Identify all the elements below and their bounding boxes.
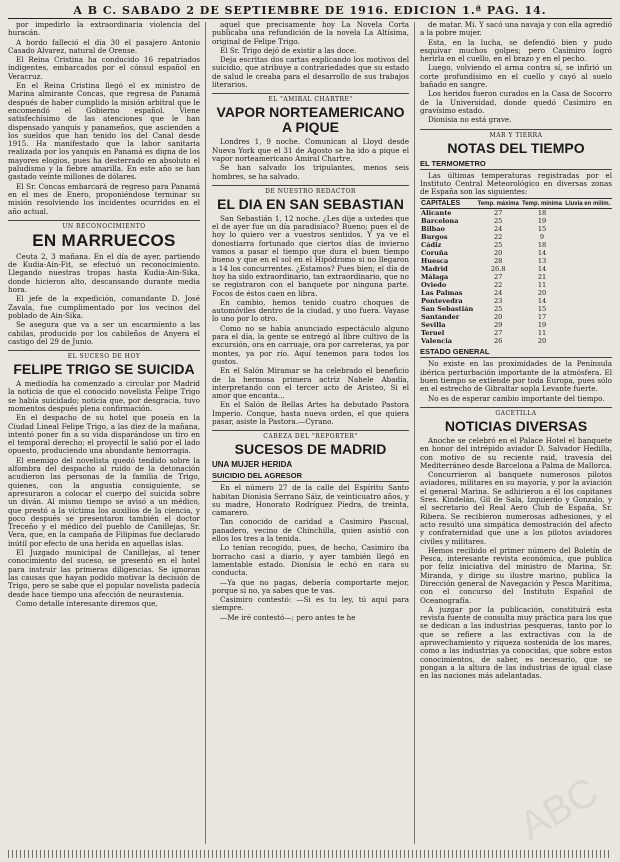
table-row — [420, 265, 612, 273]
column-3 — [420, 21, 612, 844]
paragraph: Hemos recibido el primer número del Boletín de Pesca, interesante revista económica, que publica por feliz iniciativa del ministro de Marina, Sr. Miranda, y dirige su ilustre marino, publica la Dirección general de Navegación y Pesca Marítima, con el concurso del Instituto Español de Oceanografía. — [420, 545, 612, 605]
paragraph: En el Salón Miramar se ha celebrado el beneficio de la hermosa primera actriz Nahele Abadía, interpretando con el tercer acto de Aristeo, Si el amor que encanta... — [212, 366, 409, 401]
weather-value: 15 — [537, 225, 547, 234]
weather-value: 24 — [493, 225, 503, 234]
paragraph: Los heridos fueron curados en la Casa de Socorro de la Universidad, donde quedó Casimiro en gravísimo estado. — [420, 89, 612, 115]
weather-value — [564, 305, 612, 313]
paragraph: El Sr. Concas embarcará de regreso para Panamá en el mes de Enero, proponiéndose terminar su misión resolviendo los incidentes ocurridos en el año actual. — [8, 181, 200, 216]
paragraph: En el despacho de su hotel que poseía en la Ciudad Lineal Felipe Trigo, a las diez de la mañana, intentó poner fin a su vida disparándose un tiro en el temporal derecho; el proyectil le salió por el lado opuesto, produciendo una abundante hemorragia. — [8, 413, 200, 456]
weather-value — [564, 241, 612, 249]
paragraph: Ceuta 2, 3 mañana. En el día de ayer, partiendo de Kudia-Ain-Fit, se efectuó un reconocimiento. Llegando nuestras tropas hasta Kudia-Ain-Sika, donde hicieron alto, descansando durante media hora. — [8, 251, 200, 295]
weather-value: 11 — [537, 281, 547, 290]
city-name: Málaga — [421, 273, 449, 282]
header-rule — [8, 18, 612, 19]
paragraph: El jefe de la expedición, comandante D. José Zavala, fue cumplimentado por los vecinos del poblado de Ain-Sika. — [8, 294, 200, 320]
paragraph: Esta, en la lucha, se defendió bien y pudo esquivar muchos golpes; pero Casimiro logró herirla en el cuello, en el brazo y en el pecho. — [420, 37, 612, 64]
paragraph: por impedirlo la extraordinaria violencia del huracán. — [8, 21, 200, 38]
paragraph: Como detalle interesante diremos que, — [16, 598, 158, 608]
table-row — [420, 321, 612, 329]
section-kicker: EL "AMIRAL CHARTRE" — [212, 93, 409, 103]
headline-vapor: VAPOR NORTEAMERICANO A PIQUE — [216, 104, 405, 136]
article-body — [420, 172, 612, 197]
subheading: SUICIDIO DEL AGRESOR — [212, 471, 409, 482]
table-row — [420, 249, 612, 257]
paragraph: A bordo falleció el día 30 el pasajero Antonio Casado Alvarez, natural de Orense. — [8, 37, 200, 55]
weather-value: 18 — [537, 241, 547, 250]
paragraph: Concurrieron al banquete numerosos pilotos aviadores, militares en su mayoría, y por la aviación el general Marina. Se adhirieron a él los capitanes Sres. Kindelán, Gil de Sala, Izquierdo y Gonzalo, y el secretario del Real Aero Club de España, Sr. Ribera. Se recibieron numerosas adhesiones, y el acto resultó una simpática demostración del afecto y confraternidad que une a los pilotos aviadores civiles y militares. — [420, 470, 612, 546]
weather-value: 22 — [493, 233, 503, 242]
paragraph: En el Salón de Bellas Artes ha debutado Pastora Imperio. Conque, hasta nueva orden, el que quiera pasar, asiste la Pastora.—Cyrano. — [212, 400, 409, 426]
weather-value — [564, 289, 612, 297]
paragraph: Como no se había anunciado espectáculo alguno para el día, la gente se entregó al libre cultivo de la excursión, ora en carruaje, ora por carreteras, ya por montes, ya por río. Aquí tenemos para todos los gustos. — [212, 323, 409, 366]
weather-value: 20 — [493, 249, 503, 258]
article-body — [8, 380, 200, 608]
table-row — [420, 313, 612, 321]
table-row — [420, 329, 612, 337]
weather-value — [564, 313, 612, 321]
weather-value — [564, 321, 612, 329]
weather-value: 25 — [493, 217, 503, 226]
section-kicker: UN RECONOCIMIENTO — [8, 220, 200, 230]
weather-value: 9 — [539, 233, 545, 242]
weather-value: 20 — [537, 289, 547, 298]
paragraph: Se asegura que va a ser un escarmiento a las cabilas, producido por los cabileños de Anyera el castigo del 29 de Junio. — [8, 320, 200, 346]
weather-value: 29 — [493, 321, 503, 330]
paragraph: En el Reina Cristina llegó el ex ministro de Marina almirante Concas, que regresa de Panamá después de haber cumplido la misión arbitral que le encomendó el Gobierno español. Viene satisfechísimo de las atenciones que le han dispensado yanquis y panameños, que ascienden a los sueldos que han tenido los del Canal desde 1915. Ha manifestado que la labor sanitaria realizada por los yanquis en Panamá es digna de los mayores elogios, pues ha desterrado en absoluto el paludismo y la fiebre amarilla. En este año se han gastado veinte millones de dólares. — [8, 81, 200, 182]
paragraph: —Me iré contestó—; pero antes te he — [220, 612, 356, 622]
city-name: Oviedo — [421, 281, 447, 290]
weather-value: 19 — [537, 321, 547, 330]
weather-value: 19 — [537, 217, 547, 226]
paragraph: El Juzgado municipal de Canillejas, al tener conocimiento del suceso, se presentó en el hotel para instruir las primeras diligencias. Se ignoran las causas que hayan podido motivar la decisión de Trigo, pero se sabe que el popular novelista padecía desde hace tiempo una afección de neurastenia. — [8, 548, 200, 599]
weather-value: 17 — [537, 313, 547, 322]
subheading: EL TERMOMETRO — [420, 159, 612, 170]
weather-value — [564, 273, 612, 281]
section-kicker: EL SUCESO DE HOY — [8, 350, 200, 360]
weather-value: 27 — [493, 209, 503, 218]
watermark: ABC — [512, 769, 606, 849]
paragraph: Tan conocido de caridad a Casimiro Pascual, panadero, vecino de Chinchilla, quien asistió con ellos los tres a la tenida. — [212, 517, 409, 544]
paragraph: San Sebastián 1, 12 noche. ¿Les dije a ustedes que el de ayer fue un día paradisíaco? Bueno; pues el de hoy lo quiero ver a vuestros sentidos. Y ya ve el donostiarra fortunado que ciertos días de invierno vamos a pasar el tiempo que dura el buen tiempo bueno y que en el sol en el Hipódromo si no llegaron a 14 los concurrentes. ¿Estamos? Pues bien; el día de hoy ha sido extraordinario, tan extraordinario, que no se registraron con el banquete por ninguna parte. Focos de éstos caen en libra. — [212, 213, 409, 298]
paragraph: Deja escritas dos cartas explicando los motivos del suicidio, que atribuye a contrariedades que su estado de salud le creaba para el desarrollo de sus trabajos literarios. — [212, 55, 409, 90]
paragraph: Casimiro contestó: —Si es tu ley, tú aquí para siempre. — [212, 595, 409, 613]
paragraph: Luego, volviendo el arma contra sí, se infirió un corte profundísimo en el cuello y cayó al suelo bañado en sangre. — [420, 63, 612, 90]
table-row — [420, 209, 612, 218]
paragraph: Dionisia no está grave. — [428, 115, 512, 125]
article-body — [420, 437, 612, 681]
paragraph: No existe en las proximidades de la Península ibérica perturbación importante de la atmósfera. El buen tiempo se extiende por toda Europa, pues sólo en el estrecho de Gibraltar sopla Levante fuerte. — [420, 359, 612, 394]
weather-value: 23 — [493, 297, 503, 306]
article-body — [212, 138, 409, 180]
table-row — [420, 233, 612, 241]
paragraph: En el número 27 de la calle del Espíritu Santo habitan Dionisia Serrano Sáiz, de veinticuatro años, y su madre, Honorato Rodríguez Piedra, de treinta, camarero. — [212, 483, 409, 518]
section-kicker: MAR Y TIERRA — [420, 129, 612, 139]
paragraph: Anoche se celebró en el Palace Hotel el banquete en honor del intrépido aviador D. Salvador Hedilla, con motivo de su reciente raid, travesía del Mediterráneo desde Barcelona a Palma de Mallorca. — [420, 435, 612, 470]
weather-value — [564, 265, 612, 273]
city-name: Coruña — [421, 249, 448, 258]
weather-header: Temp. mínima — [522, 200, 562, 207]
table-row — [420, 289, 612, 297]
city-name: Valencia — [421, 337, 453, 346]
city-name: Bilbao — [421, 225, 445, 234]
paragraph: Lo tenían recogido, pues, de hecho, Casimiro iba borracho casi a diario, y ayer también llegó en lamentable estado. Dionisia le echó en cara su conducta. — [212, 543, 409, 578]
weather-value: 22 — [493, 281, 503, 290]
article-body — [212, 215, 409, 426]
city-name: Madrid — [421, 265, 448, 274]
column-2 — [212, 21, 409, 844]
page-header: A B C. SABADO 2 DE SEPTIEMBRE DE 1916. EDICION 1.ª PAG. 14. — [73, 4, 547, 17]
intro-paragraphs — [420, 21, 612, 125]
table-row — [420, 297, 612, 305]
weather-value: 18 — [537, 209, 547, 218]
paragraph: Las últimas temperaturas registradas por el Instituto Central Meteorológico en diversas zonas de España son las siguientes: — [420, 170, 612, 197]
paragraph: —Ya que no pagas, debería comportarte mejor, porque si no, ya sabes que te vas. — [212, 577, 409, 595]
paragraph: de matar. Mi. Y sacó una navaja y con ella agredió a la pobre mujer. — [420, 21, 612, 38]
footer-barcode — [8, 850, 612, 858]
article-body — [212, 484, 409, 622]
city-name: Las Palmas — [421, 289, 463, 298]
weather-value: 20 — [493, 313, 503, 322]
weather-header: CAPITALES — [420, 199, 476, 209]
table-row — [420, 281, 612, 289]
weather-value: 26 — [493, 337, 503, 346]
table-row — [420, 217, 612, 225]
subheading: ESTADO GENERAL — [420, 347, 612, 358]
section-kicker: CABEZA DEL "REPORTER" — [212, 430, 409, 440]
section-kicker: GACETILLA — [420, 407, 612, 417]
city-name: Santander — [421, 313, 460, 322]
weather-value: 15 — [537, 305, 547, 314]
paragraph: A mediodía ha comenzado a circular por Madrid la noticia de que el conocido novelista Felipe Trigo se había suicidado; noticia que, por desgracia, tuvo momentos después plena confirmación. — [8, 379, 200, 413]
table-row — [420, 225, 612, 233]
table-row — [420, 305, 612, 313]
column-divider — [414, 22, 415, 844]
weather-value — [564, 337, 612, 345]
weather-value — [564, 225, 612, 233]
weather-value: 27 — [493, 329, 503, 338]
table-row — [420, 273, 612, 281]
paragraph: El Sr. Trigo dejó de existir a las doce. — [220, 45, 357, 55]
table-row — [420, 257, 612, 265]
weather-value: 14 — [537, 265, 547, 274]
column-divider — [205, 22, 206, 844]
city-name: Alicante — [421, 209, 452, 218]
paragraph: El enemigo del novelista quedó tendido sobre la alfombra del despacho al ruido de la detonación acudieron las personas de la familia de Trigo, quienes, con la angustia consiguiente, se apresuraron a colocar el cuerpo del suicida sobre un diván. Al mismo tiempo se avisó a un médico, que prestó a la víctima los auxilios de la ciencia, y poco después se presentaron también el doctor Treceño y el médico del pueblo de Canillejas, Sr. Vera, que, en la campaña de Filipinas fue declarado inútil por efecto de una herida en aquellas islas. — [8, 455, 200, 548]
intro-paragraphs — [8, 21, 200, 216]
table-row — [420, 241, 612, 249]
paragraph: En cambio, hemos tenido cuatro choques de automóviles dentro de la ciudad, y uno fuera. Vayase lo uno por lo otro. — [212, 297, 409, 324]
paragraph: No es de esperar cambio importante del tiempo. — [428, 393, 605, 403]
weather-value: 11 — [537, 329, 547, 338]
weather-value: 14 — [537, 249, 547, 258]
table-row — [420, 337, 612, 345]
article-body — [8, 253, 200, 346]
weather-value: 20 — [537, 337, 547, 346]
weather-value — [564, 257, 612, 265]
article-body — [420, 360, 612, 402]
paragraph: Se han salvado los tripulantes, menos seis hombres, se ha salvado. — [212, 163, 409, 181]
column-1 — [8, 21, 200, 844]
paragraph: aquel que precisamente hoy La Novela Corta publicaba una refundición de la novela La Altísima, original de Felipe Trigo. — [212, 21, 409, 46]
city-name: Teruel — [421, 329, 445, 338]
weather-value: 25 — [493, 305, 503, 314]
city-name: Cádiz — [421, 241, 442, 250]
paragraph: A juzgar por la publicación, constituirá esta revista fuente de consulta muy práctica para los que se dedican a las industrias pesqueras, tanto por lo que se refiere a las extractivas con la de aprovechamiento y riqueza sostenida de los mares, como a las industrias ya conocidas, que sobre estos conocimientos, de saber, es necesario, que se pongan a la altura de las industrias de igual clase en las naciones más adelantadas. — [420, 604, 612, 681]
city-name: Huesca — [421, 257, 449, 266]
weather-value — [564, 297, 612, 305]
paragraph: El Reina Cristina ha conducido 16 repatriados indigentes, embarcados por el cónsul español en Veracruz. — [8, 55, 200, 81]
city-name: Pontevedra — [421, 297, 463, 306]
weather-value — [564, 249, 612, 257]
headline-san-sebastian: EL DIA EN SAN SEBASTIAN — [217, 195, 404, 212]
paragraph: Londres 1, 9 noche. Comunican al Lloyd desde Nueva York que el 31 de Agosto se ha ido a pique el vapor norteamericano Amiral Chartre. — [212, 137, 409, 163]
headline-marruecos: EN MARRUECOS — [32, 230, 176, 250]
weather-value — [564, 209, 612, 218]
headline-felipe-trigo: FELIPE TRIGO SE SUICIDA — [13, 361, 195, 378]
weather-value: 27 — [493, 273, 503, 282]
intro-paragraphs — [212, 21, 409, 89]
city-name: Barcelona — [421, 217, 459, 226]
weather-value: 14 — [537, 297, 547, 306]
weather-table — [420, 198, 612, 345]
city-name: San Sebastián — [421, 305, 474, 314]
weather-value — [564, 329, 612, 337]
weather-value — [564, 233, 612, 241]
weather-value: 25 — [493, 241, 503, 250]
section-kicker: DE NUESTRO REDACTOR — [212, 185, 409, 195]
headline-notas-tiempo: NOTAS DEL TIEMPO — [447, 139, 585, 156]
weather-value: 26.8 — [490, 265, 506, 274]
weather-value: 24 — [493, 289, 503, 298]
weather-value: 28 — [493, 257, 503, 266]
headline-sucesos: SUCESOS DE MADRID — [234, 441, 387, 458]
weather-value — [564, 281, 612, 289]
subheading: UNA MUJER HERIDA — [212, 460, 293, 470]
city-name: Sevilla — [421, 321, 446, 330]
city-name: Burgos — [421, 233, 448, 242]
headline-noticias: NOTICIAS DIVERSAS — [444, 417, 588, 434]
weather-value — [564, 217, 612, 225]
weather-value: 21 — [537, 273, 547, 282]
weather-header: Lluvia en milím. — [565, 200, 611, 207]
weather-header: Temp. máxima — [477, 200, 519, 207]
weather-value: 13 — [537, 257, 547, 266]
